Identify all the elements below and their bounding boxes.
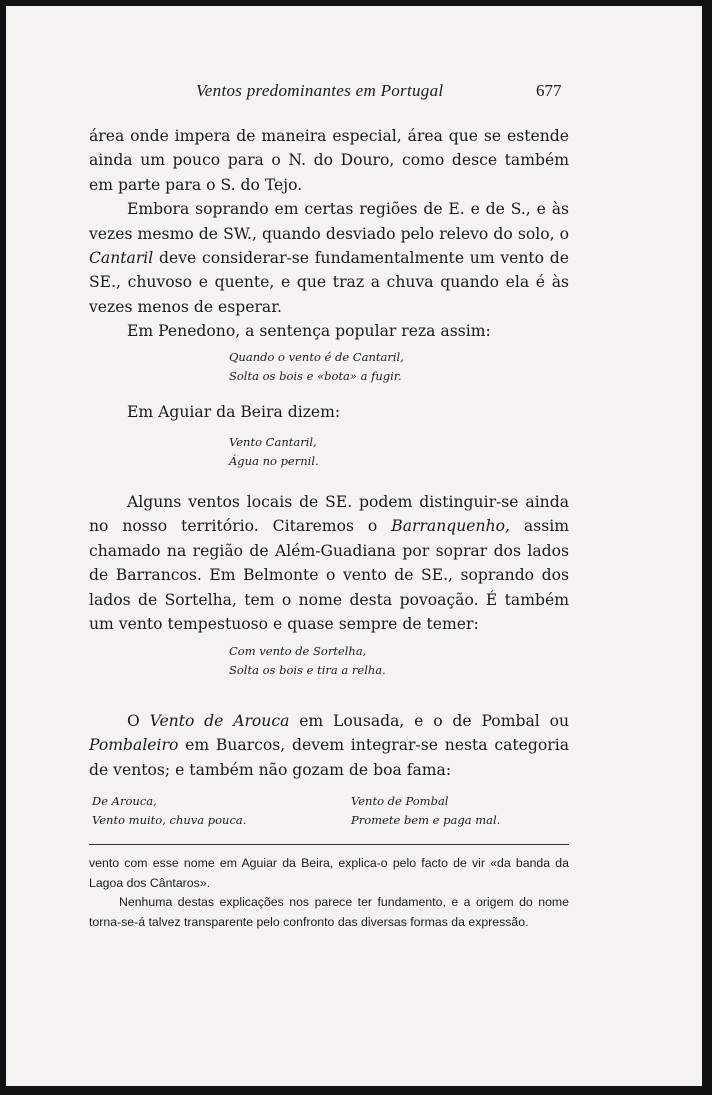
paragraph-5-block (89, 490, 569, 636)
paragraph-3: Em Penedono, a sentença popular reza assim: (127, 322, 491, 341)
paragraph-4: Em Aguiar da Beira dizem: (127, 403, 341, 421)
footnote-divider (89, 844, 569, 845)
book-page (6, 6, 702, 1086)
page-number: 677 (536, 81, 562, 100)
verse-line: De Arouca, (92, 794, 157, 808)
verse-line: Vento Cantaril, (229, 435, 317, 449)
verse-line: Com vento de Sortelha, (229, 644, 367, 658)
verse-line: Solta os bois e «bota» a fugir. (229, 369, 402, 383)
verse-line: Vento muito, chuva pouca. (92, 813, 247, 827)
verse-arouca (92, 792, 246, 830)
paragraph-5: Alguns ventos locais de SE. podem distinguir-se ainda no nosso território. Citaremos o Barranquenho, assim chamado na região de Além-Guadiana por soprar dos lados de Barrancos. Em Belmonte o vento de SE., soprando dos lados de Sortelha, tem o nome desta povoação. É também um vento tempestuoso e quase sempre de temer: (89, 493, 569, 634)
paragraph-1: área onde impera de maneira especial, área que se estende ainda um pouco para o N. do Douro, como desce também em parte para o S. do Tejo. (89, 127, 569, 194)
verse-line: Água no pernil. (229, 454, 319, 468)
running-title: Ventos predominantes em Portugal (196, 81, 444, 100)
verse-line: Solta os bois e tira a relha. (229, 663, 386, 677)
paragraph-4-block (89, 400, 569, 424)
paragraph-6-block (89, 709, 569, 782)
verse-line: Quando o vento é de Cantaril, (229, 350, 404, 364)
body-text-top (89, 124, 569, 344)
verse-cantaril-aguiar (229, 433, 319, 471)
paragraph-6: O Vento de Arouca em Lousada, e o de Pombal ou Pombaleiro em Buarcos, devem integrar-se nesta categoria de ventos; e também não gozam de boa fama: (89, 712, 569, 779)
footnote-paragraph-1: vento com esse nome em Aguiar da Beira, explica-o pelo facto de vir «da banda da Lagoa dos Cântaros». (89, 856, 569, 890)
verse-line: Vento de Pombal (351, 794, 449, 808)
footnote-paragraph-2: Nenhuma destas explicações nos parece ter fundamento, e a origem do nome torna-se-á talvez transparente pelo confronto das diversas formas da expressão. (89, 895, 569, 929)
paragraph-2: Embora soprando em certas regiões de E. e de S., e às vezes mesmo de SW., quando desviado pelo relevo do solo, o Cantaril deve considerar-se fundamentalmente um vento de SE., chuvoso e quente, e que traz a chuva quando ela é às vezes menos de esperar. (89, 200, 569, 316)
verse-sortelha (229, 642, 386, 680)
verse-line: Promete bem e paga mal. (351, 813, 501, 827)
page-header (6, 81, 702, 105)
verse-cantaril-penedono (229, 348, 404, 386)
verse-pombal (351, 792, 500, 830)
footnote (89, 854, 569, 932)
